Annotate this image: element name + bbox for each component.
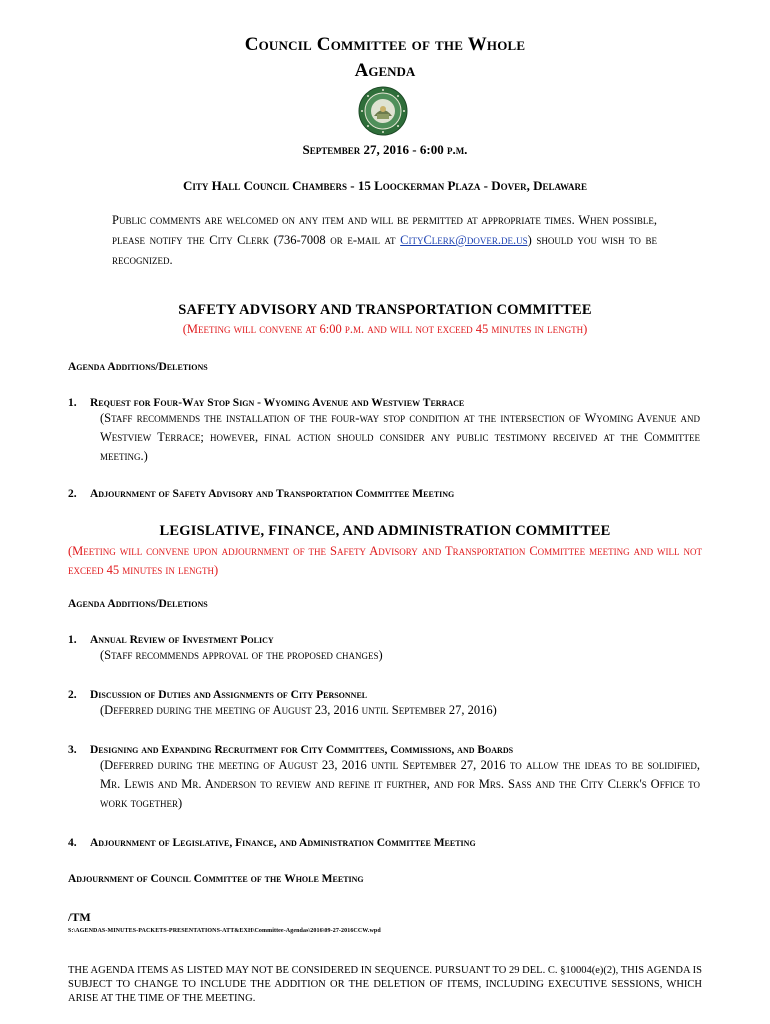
file-path: S:\AGENDAS-MINUTES-PACKETS-PRESENTATIONS-ATT&EXH\Committee-Agendas\2016\09-27-2016CCW.wpd bbox=[68, 928, 381, 934]
section-heading-legislative: LEGISLATIVE, FINANCE, AND ADMINISTRATION COMMITTEE bbox=[159, 523, 611, 539]
section-subheading-legislative: (Meeting will convene upon adjournment of the Safety Advisory and Transportation Committee meeting and will not exceed 45 minutes in length) bbox=[68, 544, 702, 577]
item-description: (Staff recommends the installation of the four-way stop condition at the intersection of Wyoming Avenue and Westview Terrace; however, final action should consider any public testimony received at the Committee meeting.) bbox=[100, 411, 700, 463]
public-comment-notice bbox=[112, 210, 657, 270]
agenda-additions-deletions: Agenda Additions/Deletions bbox=[68, 361, 208, 373]
meeting-location: City Hall Council Chambers - 15 Loockerman Plaza - Dover, Delaware bbox=[182, 178, 588, 193]
item-description: (Deferred during the meeting of August 23, 2016 until September 27, 2016 to allow the ideas to be solidified, Mr. Lewis and Mr. Anderson to review and refine it further, and for Mrs. Sass and the City Clerk's Office to work together) bbox=[100, 758, 700, 810]
meeting-date: September 27, 2016 - 6:00 p.m. bbox=[302, 142, 468, 157]
item-title: Discussion of Duties and Assignments of City Personnel bbox=[90, 689, 368, 701]
section-heading-safety: SAFETY ADVISORY AND TRANSPORTATION COMMITTEE bbox=[178, 302, 592, 318]
clerk-email-link[interactable]: CityClerk@dover.de.us bbox=[400, 233, 528, 247]
item-description: (Staff recommends approval of the proposed changes) bbox=[100, 648, 383, 662]
agenda-item bbox=[68, 634, 708, 665]
item-title: Adjournment of Safety Advisory and Transportation Committee Meeting bbox=[90, 488, 455, 500]
item-description: (Deferred during the meeting of August 23, 2016 until September 27, 2016) bbox=[100, 703, 497, 717]
item-title: Request for Four-Way Stop Sign - Wyoming Avenue and Westview Terrace bbox=[90, 397, 465, 409]
agenda-item bbox=[68, 488, 708, 500]
item-title: Adjournment of Legislative, Finance, and Administration Committee Meeting bbox=[90, 837, 476, 849]
public-comment-text: Public comments are welcomed on any item and will be permitted at appropriate times. When possible, please notify the City Clerk (736-7008 or e-mail at bbox=[112, 213, 657, 247]
item-number: 4. bbox=[68, 837, 77, 849]
city-seal-icon bbox=[358, 86, 408, 136]
agenda-additions-deletions: Agenda Additions/Deletions bbox=[68, 598, 208, 610]
item-title: Annual Review of Investment Policy bbox=[90, 634, 274, 646]
item-number: 2. bbox=[68, 488, 77, 500]
agenda-item bbox=[68, 397, 708, 466]
item-number: 1. bbox=[68, 634, 77, 646]
public-comment-text-end: ) should you wish to be recognized. bbox=[112, 233, 657, 267]
item-title: Designing and Expanding Recruitment for City Committees, Commissions, and Boards bbox=[90, 744, 514, 756]
item-number: 3. bbox=[68, 744, 77, 756]
document-title: Council Committee of the Whole bbox=[244, 34, 526, 55]
agenda-item bbox=[68, 744, 708, 813]
agenda-item bbox=[68, 837, 708, 849]
agenda-item bbox=[68, 689, 708, 720]
typist-initials: /TM bbox=[68, 910, 91, 924]
footer-notice: THE AGENDA ITEMS AS LISTED MAY NOT BE CONSIDERED IN SEQUENCE. PURSUANT TO 29 DEL. C. §10004(e)(2), THIS AGENDA IS SUBJECT TO CHANGE TO INCLUDE THE ADDITION OR THE DELETION OF ITEMS, INCLUDING EXECUTIVE SESSIONS, WHICH ARISE AT THE TIME OF THE MEETING. bbox=[68, 965, 702, 1004]
closing-adjournment: Adjournment of Council Committee of the Whole Meeting bbox=[68, 873, 364, 885]
document-subtitle: Agenda bbox=[354, 60, 416, 81]
item-number: 1. bbox=[68, 397, 77, 409]
section-subheading-safety: (Meeting will convene at 6:00 p.m. and will not exceed 45 minutes in length) bbox=[182, 322, 588, 336]
item-number: 2. bbox=[68, 689, 77, 701]
